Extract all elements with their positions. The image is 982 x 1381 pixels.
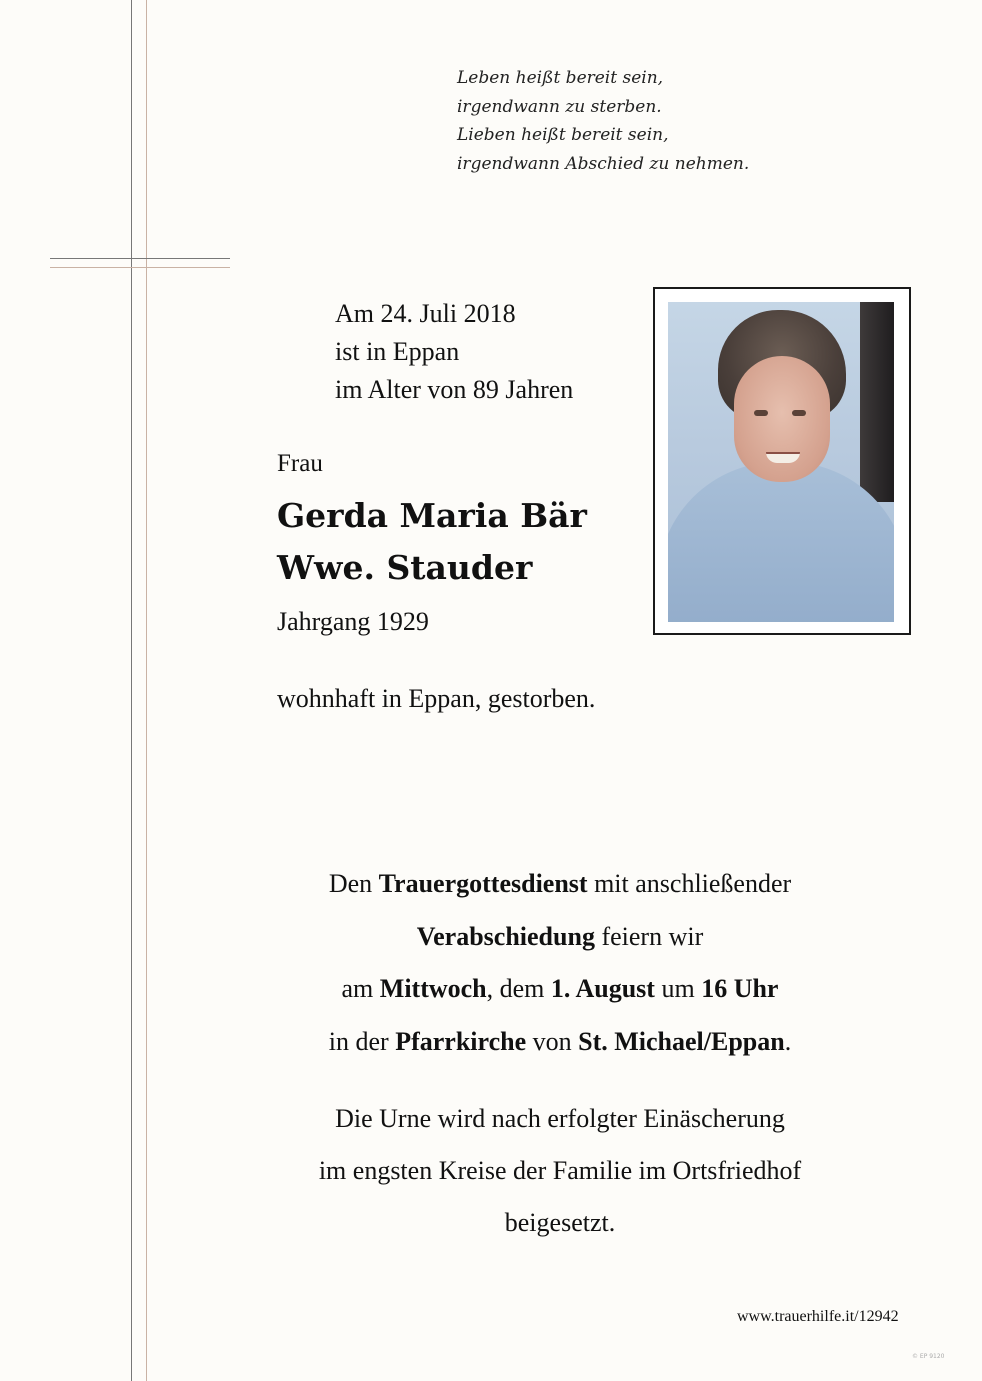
portrait-photo [668, 302, 894, 622]
name-line: Gerda Maria Bär [277, 496, 587, 535]
service-line: am Mittwoch, dem 1. August um 16 Uhr [341, 974, 779, 1003]
urn-line: im engsten Kreise der Familie im Ortsfriedhof [318, 1156, 802, 1185]
service-line: in der Pfarrkirche von St. Michael/Eppan. [328, 1026, 792, 1056]
motto-line: Leben heißt bereit sein, [457, 68, 664, 88]
death-announcement [335, 295, 573, 409]
service-line: Den Trauergottesdienst mit anschließender [328, 869, 792, 898]
funeral-service-details [230, 858, 890, 1068]
intro-line: Am 24. Juli 2018 [335, 299, 516, 328]
cross-horizontal-line [50, 258, 230, 268]
website-link[interactable]: www.trauerhilfe.it/12942 [737, 1308, 899, 1325]
name-line: Wwe. Stauder [277, 548, 533, 587]
deceased-name [277, 490, 587, 594]
motto-verse [457, 64, 749, 178]
intro-line: ist in Eppan [335, 337, 460, 366]
print-code: © EP 9120 [912, 1353, 945, 1360]
salutation: Frau [277, 450, 323, 477]
cross-vertical-line [131, 0, 147, 1381]
residence-text: wohnhaft in Eppan, gestorben. [277, 684, 596, 713]
urn-line: beigesetzt. [504, 1208, 616, 1237]
intro-line: im Alter von 89 Jahren [335, 375, 574, 404]
birth-year: Jahrgang 1929 [277, 607, 429, 636]
urn-line: Die Urne wird nach erfolgter Einäscherung [335, 1104, 785, 1133]
motto-line: irgendwann zu sterben. [457, 96, 662, 117]
motto-line: irgendwann Abschied zu nehmen. [457, 153, 750, 174]
motto-line: Lieben heißt bereit sein, [457, 125, 669, 145]
service-line: Verabschiedung feiern wir [416, 921, 704, 951]
portrait-frame [653, 287, 911, 635]
urn-burial-note [230, 1093, 890, 1249]
